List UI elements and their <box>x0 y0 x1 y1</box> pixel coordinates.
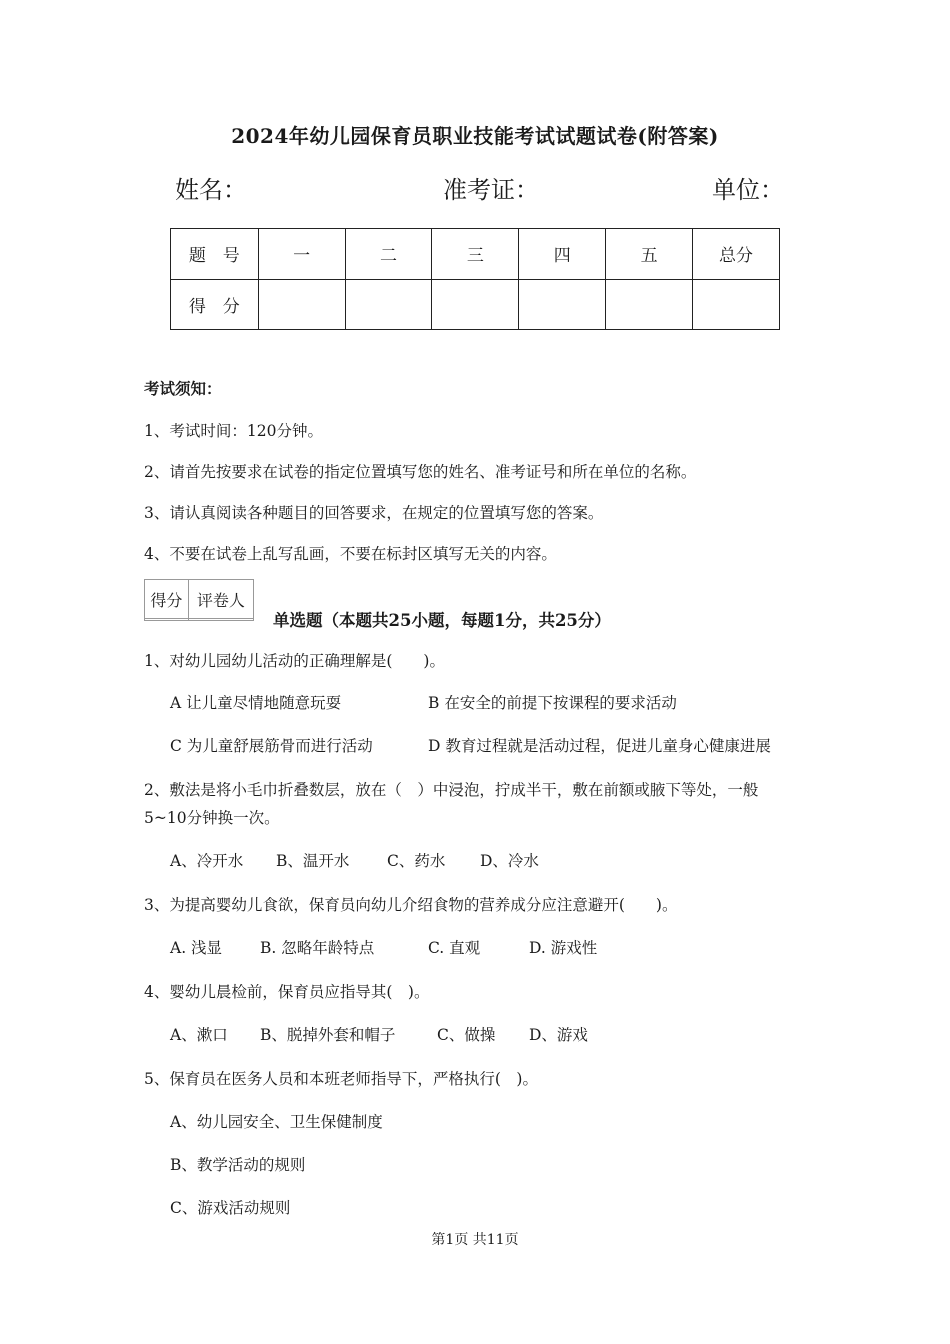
q4-option-c[interactable]: C、做操 <box>437 1026 496 1044</box>
score-row-label: 得 分 <box>171 279 259 330</box>
notice-heading: 考试须知： <box>144 379 222 398</box>
page-title: 2024年幼儿园保育员职业技能考试试题试卷(附答案) <box>231 124 719 148</box>
score-cell-total: 总分 <box>693 229 780 280</box>
q2-option-d[interactable]: D、冷水 <box>480 852 539 870</box>
score-cell-section-3: 三 <box>432 229 519 280</box>
q5-option-a[interactable]: A、幼儿园安全、卫生保健制度 <box>170 1113 383 1131</box>
q3-stem: 3、为提高婴幼儿食欲，保育员向幼儿介绍食物的营养成分应注意避开( )。 <box>144 896 678 914</box>
score-input-total[interactable] <box>693 279 780 330</box>
score-cell-section-5: 五 <box>606 229 693 280</box>
q3-option-c[interactable]: C. 直观 <box>428 939 481 957</box>
q4-option-a[interactable]: A、漱口 <box>170 1026 228 1044</box>
q2-option-a[interactable]: A、冷开水 <box>170 852 244 870</box>
q1-option-c[interactable]: C 为儿童舒展筋骨而进行活动 <box>170 737 373 755</box>
score-input-4[interactable] <box>519 279 606 330</box>
unit-label: 单位： <box>712 176 784 204</box>
q4-option-d[interactable]: D、游戏 <box>529 1026 588 1044</box>
grader-box <box>144 579 254 621</box>
grader-box-grader-label: 评卷人 <box>188 580 253 619</box>
notice-item-3: 3、请认真阅读各种题目的回答要求，在规定的位置填写您的答案。 <box>144 504 604 522</box>
notice-item-4: 4、不要在试卷上乱写乱画，不要在标封区填写无关的内容。 <box>144 545 557 563</box>
q5-stem: 5、保育员在医务人员和本班老师指导下，严格执行( )。 <box>144 1070 538 1088</box>
q4-stem: 4、婴幼儿晨检前，保育员应指导其( )。 <box>144 983 430 1001</box>
q3-option-b[interactable]: B. 忽略年龄特点 <box>260 939 375 957</box>
score-cell-section-4: 四 <box>519 229 606 280</box>
q4-option-b[interactable]: B、脱掉外套和帽子 <box>260 1026 396 1044</box>
q5-option-c[interactable]: C、游戏活动规则 <box>170 1199 291 1217</box>
q3-option-d[interactable]: D. 游戏性 <box>529 939 598 957</box>
q1-stem: 1、对幼儿园幼儿活动的正确理解是( )。 <box>144 652 445 670</box>
score-input-3[interactable] <box>432 279 519 330</box>
score-input-5[interactable] <box>606 279 693 330</box>
score-input-1[interactable] <box>258 279 345 330</box>
q2-stem-line1: 2、敷法是将小毛巾折叠数层，放在（ ）中浸泡，拧成半干，敷在前额或腋下等处，一般 <box>144 781 759 799</box>
q1-option-a[interactable]: A 让儿童尽情地随意玩耍 <box>170 694 342 712</box>
q5-option-b[interactable]: B、教学活动的规则 <box>170 1156 306 1174</box>
notice-item-1: 1、考试时间：120分钟。 <box>144 422 323 440</box>
grader-box-score-field[interactable] <box>145 619 189 621</box>
grader-box-grader-field[interactable] <box>188 619 253 621</box>
exam-id-label: 准考证： <box>443 176 539 204</box>
q1-option-d[interactable]: D 教育过程就是活动过程，促进儿童身心健康进展 <box>428 737 771 755</box>
score-cell-section-2: 二 <box>345 229 432 280</box>
grader-box-score-label: 得分 <box>145 580 189 619</box>
score-cell-label: 题 号 <box>171 229 259 280</box>
score-input-2[interactable] <box>345 279 432 330</box>
name-label: 姓名： <box>175 176 247 204</box>
score-table-score-row <box>171 279 780 330</box>
score-cell-section-1: 一 <box>258 229 345 280</box>
score-table-header-row <box>171 229 780 280</box>
q2-stem-line2: 5~10分钟换一次。 <box>144 809 280 827</box>
notice-item-2: 2、请首先按要求在试卷的指定位置填写您的姓名、准考证号和所在单位的名称。 <box>144 463 697 481</box>
q2-option-b[interactable]: B、温开水 <box>276 852 350 870</box>
q3-option-a[interactable]: A. 浅显 <box>170 939 223 957</box>
section-heading: 单选题（本题共25小题，每题1分，共25分） <box>273 611 611 630</box>
q1-option-b[interactable]: B 在安全的前提下按课程的要求活动 <box>428 694 677 712</box>
score-table <box>170 228 780 330</box>
q2-option-c[interactable]: C、药水 <box>387 852 446 870</box>
page-footer: 第1页 共11页 <box>431 1232 519 1248</box>
